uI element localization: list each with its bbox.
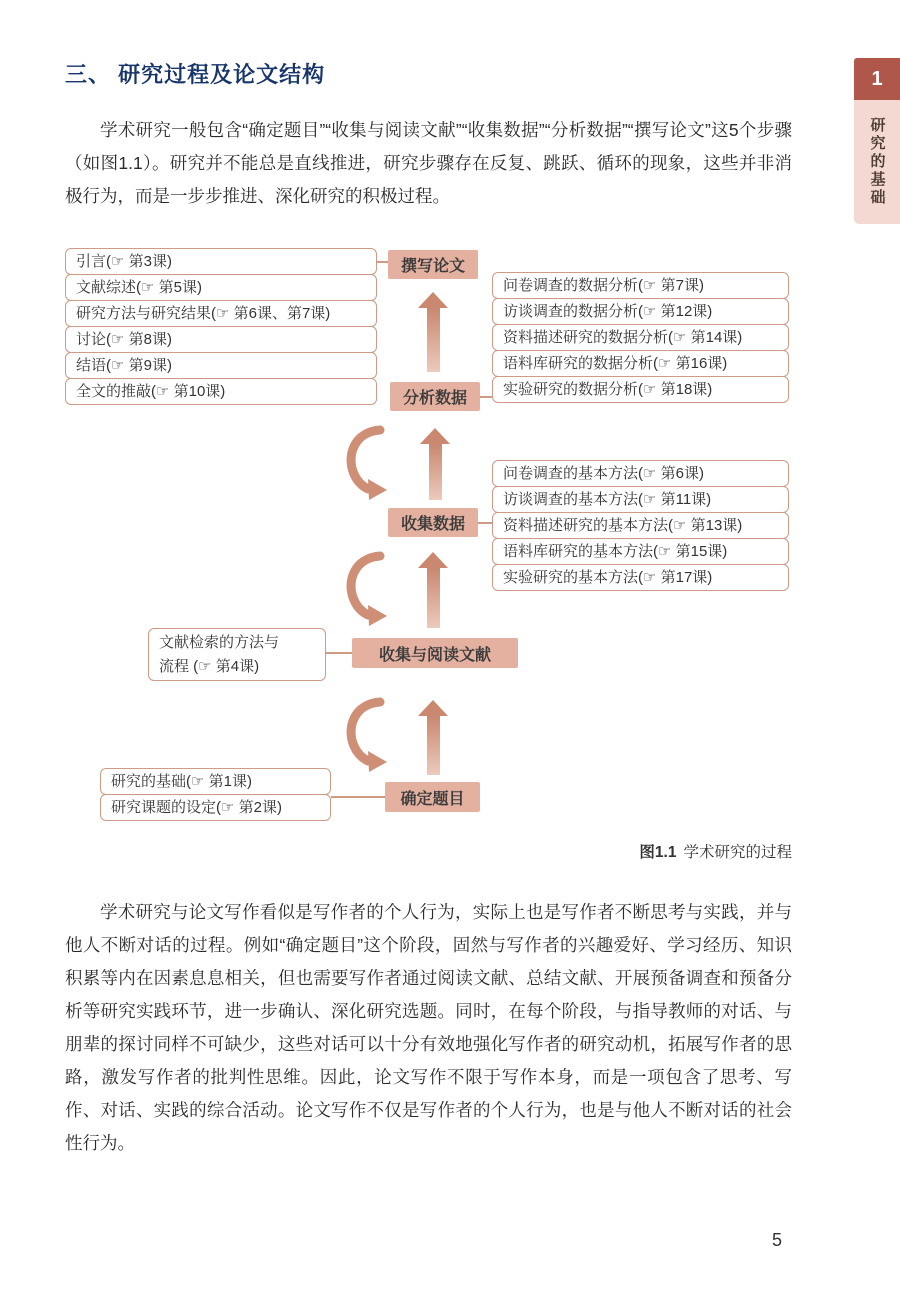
list-item: 讨论(☞ 第8课) (65, 326, 377, 353)
list-item: 研究方法与研究结果(☞ 第6课、第7课) (65, 300, 377, 327)
flow-up-arrow (418, 552, 448, 628)
list-item: 全文的推敲(☞ 第10课) (65, 378, 377, 405)
list-item: 结语(☞ 第9课) (65, 352, 377, 379)
flow-up-arrow (418, 292, 448, 372)
list-item: 文献综述(☞ 第5课) (65, 274, 377, 301)
list-item: 实验研究的基本方法(☞ 第17课) (492, 564, 789, 591)
list-item: 实验研究的数据分析(☞ 第18课) (492, 376, 789, 403)
figure-caption (65, 840, 792, 862)
list-item: 问卷调查的基本方法(☞ 第6课) (492, 460, 789, 487)
flow-step-collect-data: 收集数据 (388, 508, 478, 537)
flow-cycle-arrow (340, 548, 392, 626)
list-item: 资料描述研究的基本方法(☞ 第13课) (492, 512, 789, 539)
figure-caption-label: 图1.1 (639, 844, 677, 861)
page-number: 5 (771, 1230, 782, 1250)
connector-line (480, 396, 492, 398)
list-item: 问卷调查的数据分析(☞ 第7课) (492, 272, 789, 299)
list-item: 访谈调查的基本方法(☞ 第11课) (492, 486, 789, 513)
list-item: 引言(☞ 第3课) (65, 248, 377, 275)
list-item: 文献检索的方法与 (159, 634, 280, 651)
connector-line (326, 652, 352, 654)
flow-up-arrow (418, 700, 448, 775)
flow-up-arrow (420, 428, 450, 500)
writing-structure-box (65, 248, 377, 405)
section-heading: 三、 研究过程及论文结构 (65, 62, 326, 87)
list-item: 研究课题的设定(☞ 第2课) (100, 794, 331, 821)
literature-search-box (148, 628, 326, 681)
chapter-tab (854, 100, 900, 224)
list-item: 资料描述研究的数据分析(☞ 第14课) (492, 324, 789, 351)
flow-step-analyze-data: 分析数据 (390, 382, 480, 411)
flow-cycle-arrow (340, 422, 392, 500)
figure-caption-text: 学术研究的过程 (683, 844, 792, 861)
research-process-flowchart (0, 240, 900, 840)
list-item: 语料库研究的基本方法(☞ 第15课) (492, 538, 789, 565)
connector-line (331, 796, 385, 798)
list-item: 流程 (☞ 第4课) (159, 658, 260, 675)
body-paragraph: 学术研究与论文写作看似是写作者的个人行为，实际上也是写作者不断思考与实践，并与他人不断对话的过程。例如“确定题目”这个阶段，固然与写作者的兴趣爱好、学习经历、知识积累等内在因素息息相关，但也需要写作者通过阅读文献、总结文献、开展预备调查和预备分析等研究实践环节，进一步确认、深化研究选题。同时，在每个阶段，与指导教师的对话、与朋辈的探讨同样不可缺少，这些对话可以十分有效地强化写作者的研究动机，拓展写作者的思路，激发写作者的批判性思维。因此，论文写作不限于写作本身，而是一项包含了思考、写作、对话、实践的综合活动。论文写作不仅是写作者的个人行为，也是与他人不断对话的社会性行为。 (65, 902, 792, 1153)
intro-paragraph: 学术研究一般包含“确定题目”“收集与阅读文献”“收集数据”“分析数据”“撰写论文”这5个步骤（如图1.1）。研究并不能总是直线推进，研究步骤存在反复、跳跃、循环的现象，这些并非消极行为，而是一步步推进、深化研究的积极过程。 (65, 120, 792, 206)
flow-step-choose-topic: 确定题目 (385, 782, 480, 812)
flow-step-write-paper: 撰写论文 (388, 250, 478, 279)
connector-line (478, 522, 492, 524)
chapter-tab-label: 研究的基础 (868, 117, 886, 207)
data-collection-box (492, 460, 789, 591)
list-item: 访谈调查的数据分析(☞ 第12课) (492, 298, 789, 325)
list-item: 研究的基础(☞ 第1课) (100, 768, 331, 795)
chapter-tab-number: 1 (854, 58, 900, 100)
list-item: 语料库研究的数据分析(☞ 第16课) (492, 350, 789, 377)
flow-step-read-literature: 收集与阅读文献 (352, 638, 518, 668)
connector-line (377, 261, 388, 263)
flow-cycle-arrow (340, 694, 392, 772)
data-analysis-box (492, 272, 789, 403)
research-foundation-box (100, 768, 331, 821)
